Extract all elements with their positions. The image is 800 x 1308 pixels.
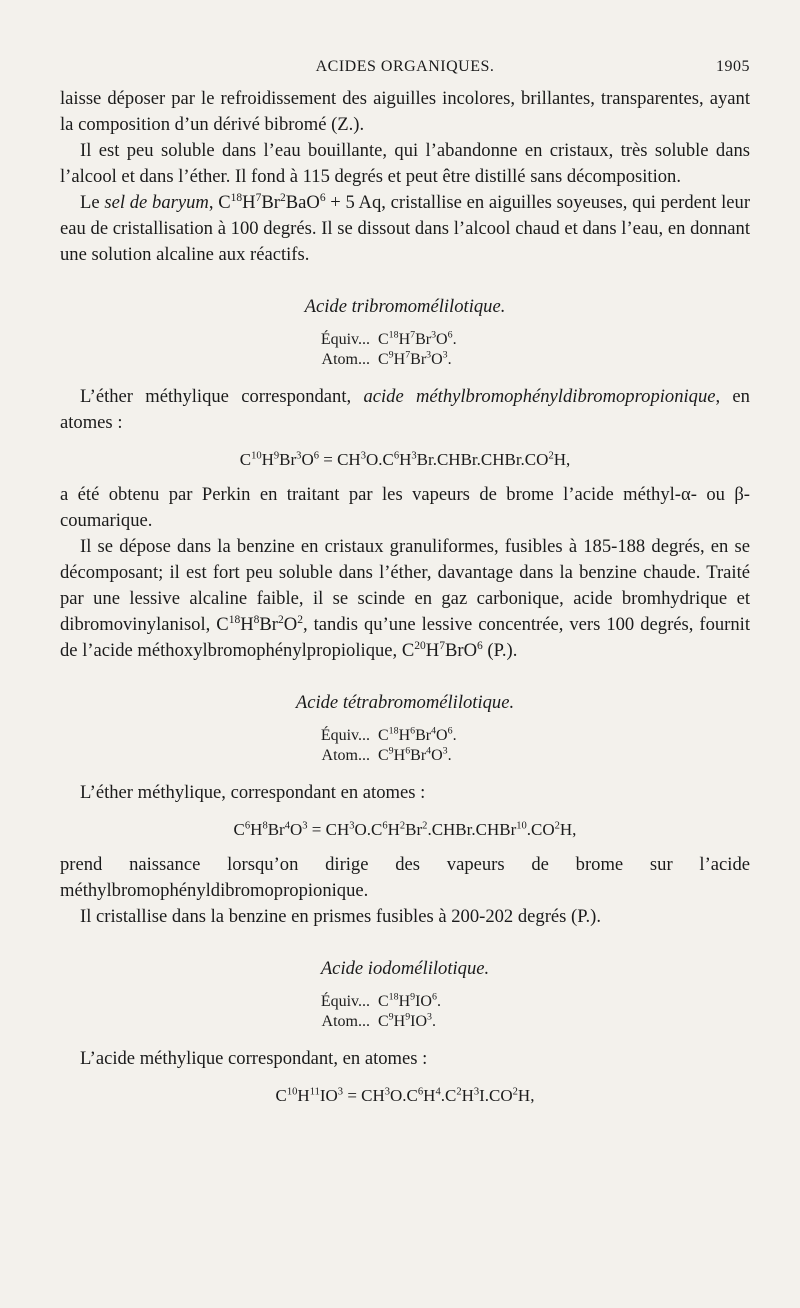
atom-formula: $C^9H^7Br^3O^3$. xyxy=(378,349,452,368)
equiv-label: Équiv... xyxy=(320,331,370,348)
paragraph: Il est peu soluble dans l’eau bouillante, qui l’abandonne en cristaux, très soluble dans l’alcool et dans l’éther. Il fond à 115 degrés et peut être distillé sans décomposition. xyxy=(60,140,750,187)
equiv-formula: $C^{18}H^6Br^4O^6$. xyxy=(378,725,457,744)
atom-row xyxy=(280,1012,530,1032)
atom-label: Atom... xyxy=(321,351,370,368)
equiv-row xyxy=(280,992,530,1012)
formula-block-tribromo xyxy=(280,330,530,370)
paragraph: laisse déposer par le refroidissement des aiguilles incolores, brillantes, transparentes, ayant la composition d’un dérivé bibromé (Z.). xyxy=(60,88,750,135)
equation-tribromo: $C^{10}H^9Br^3O^6$ = $CH^3O.C^6H^3Br.CHBr.CHBr.CO^2H$, xyxy=(239,450,571,469)
atom-label: Atom... xyxy=(321,1013,370,1030)
running-head xyxy=(60,58,750,82)
page-body xyxy=(60,86,750,1118)
formula-block-tetrabromo xyxy=(280,726,530,766)
barium-salt-name: sel de baryum xyxy=(104,192,209,213)
ether-intro-iodo: L’acide méthylique correspondant, en atomes : xyxy=(80,1048,428,1069)
equiv-row xyxy=(280,330,530,350)
ether-intro-tetrabromo: L’éther méthylique, correspondant en atomes : xyxy=(80,782,426,803)
equation-tetrabromo: $C^6H^8Br^4O^3$ = $CH^3O.C^6H^2Br^2.CHBr.CHBr^{10}.CO^2H$, xyxy=(233,820,577,839)
section-title-tetrabromo: Acide tétrabromomélilotique. xyxy=(295,692,515,713)
barium-text: cristallise en aiguilles soyeuses, qui perdent leur eau de cristallisation à 100 degrés. Il se dissout dans l’alcool chaud et dans l’eau, en donnant une solution alcaline aux réactifs. xyxy=(60,192,751,265)
section-title-tribromo: Acide tribromomélilotique. xyxy=(304,296,506,317)
atom-row xyxy=(280,350,530,370)
equiv-formula: $C^{18}H^7Br^3O^6$. xyxy=(378,329,457,348)
paragraph: Il se dépose dans la benzine en cristaux granuliformes, fusibles à 185-188 degrés, en se décomposant; il est fort peu soluble dans l’éther, davantage dans la benzine chaude. Traité par une lessive alcaline faible, il se scinde en gaz carbonique, acide bromhydrique et dibromovinylanisol, $C^{18}H^8Br^2O^2$, tandis qu’une lessive concentrée, vers 100 degrés, fournit de l’acide méthoxylbromophénylpropiolique, $C^{20}H^7BrO^6$ (P.). xyxy=(60,536,750,661)
equation-iodo: $C^{10}H^{11}IO^3 = CH^3O.C^6H^4.C^2H^3I.CO^2H$, xyxy=(275,1086,535,1105)
atom-label: Atom... xyxy=(321,747,370,764)
barium-salt-paragraph: Le sel de baryum, $C^{18}H^7Br^2BaO^6 + 5$ Aq, cristallise en aiguilles soyeuses, qui perdent leur eau de cristallisation à 100 degrés. Il se dissout dans l’alcool chaud et dans l’eau, en donnant une solution alcaline aux réactifs. xyxy=(60,191,751,265)
section-title-iodo: Acide iodomélilotique. xyxy=(320,958,490,979)
equiv-row xyxy=(280,726,530,746)
atom-formula: $C^9H^6Br^4O^3$. xyxy=(378,745,452,764)
page-number: 1905 xyxy=(716,58,750,75)
equiv-label: Équiv... xyxy=(320,727,370,744)
atom-row xyxy=(280,746,530,766)
equiv-formula: $C^{18}H^9IO^6$. xyxy=(378,991,441,1010)
running-title: ACIDES ORGANIQUES. xyxy=(315,58,495,75)
paragraph: Il cristallise dans la benzine en prismes fusibles à 200-202 degrés (P.). xyxy=(80,906,602,927)
atom-formula: $C^9H^9IO^3$. xyxy=(378,1011,436,1030)
formula-block-iodo xyxy=(280,992,530,1032)
equiv-label: Équiv... xyxy=(320,993,370,1010)
ether-intro-tribromo: L’éther méthylique correspondant, acide méthylbromophényldibromopropionique, en atomes : xyxy=(60,386,750,433)
barium-formula: $C^{18}H^7Br^2BaO^6 + 5$ Aq, xyxy=(218,191,386,213)
paragraph: a été obtenu par Perkin en traitant par les vapeurs de brome l’acide méthyl-α- ou β-coumarique. xyxy=(60,484,750,531)
paragraph: prend naissance lorsqu’on dirige des vapeurs de brome sur l’acide méthylbromophényldibromopropionique. xyxy=(60,854,750,901)
barium-prefix: Le xyxy=(80,192,105,213)
